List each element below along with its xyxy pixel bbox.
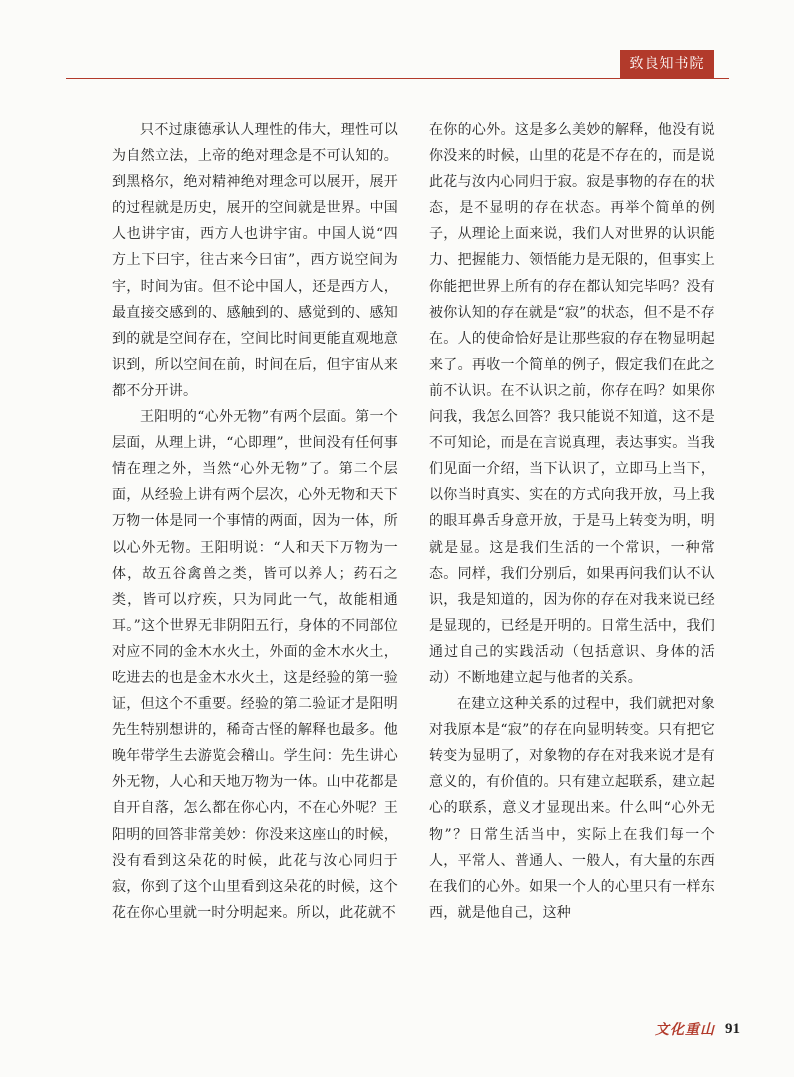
page-footer (655, 1017, 740, 1041)
section-tag: 致良知书院 (620, 50, 714, 78)
left-paragraph-1: 只不过康德承认人理性的伟大，理性可以为自然立法，上帝的绝对理念是不可认知的。到黑格尔，绝对精神绝对理念可以展开，展开的过程就是历史，展开的空间就是世界。中国人也讲宇宙，西方人也讲宇宙。中国人说“四方上下曰宇，往古来今曰宙”，西方说空间为宇，时间为宙。但不论中国人，还是西方人，最直接交感到的、感触到的、感觉到的、感知到的就是空间存在，空间比时间更能直观地意识到，所以空间在前，时间在后，但宇宙从来都不分开讲。 (112, 122, 398, 399)
left-paragraph-2: 王阳明的“心外无物”有两个层面。第一个层面，从理上讲，“心即理”，世间没有任何事情在理之外，当然“心外无物”了。第二个层面，从经验上讲有两个层次，心外无物和天下万物一体是同一个事情的两面，因为一体，所以心外无物。王阳明说：“人和天下万物为一体，故五谷禽兽之类，皆可以养人；药石之类，皆可以疗疾，只为同此一气，故能相通耳。”这个世界无非阴阳五行，身体的不同部位对应不同的金木水火土，外面的金木水火土，吃进去的也是金木水火土，这是经验的第一验证，但这个不重要。经验的第二验证才是阳明先生特别想讲的，稀奇古怪的解释也最多。他晚年带学生去游览会稽山。学生问：先生讲心外无物，人心和天地万物为一体。山中花都是自开自落，怎么都在你心内，不在心外呢？王阳明的回答非常美妙：你没来这座山的时候，没有看到这朵花的时候，此花与汝心同归于寂，你到了这个山里看到这朵花的时候，这个花在你心里就一时分明起来。所以，此花就不 (112, 409, 398, 921)
right-paragraph-2: 在建立这种关系的过程中，我们就把对象对我原本是“寂”的存在向显明转变。只有把它转变为显明了，对象物的存在对我来说才是有意义的，有价值的。只有建立起联系，建立起心的联系，意义才显现出来。什么叫“心外无物”？日常生活当中，实际上在我们每一个人，平常人、普通人、一般人，有大量的东西在我们的心外。如果一个人的心里只有一样东西，就是他自己，这种 (429, 696, 715, 921)
magazine-logo: 文化重山 (655, 1022, 715, 1038)
left-column (112, 117, 398, 926)
right-column (429, 117, 715, 926)
right-paragraph-1: 在你的心外。这是多么美妙的解释，他没有说你没来的时候，山里的花是不存在的，而是说此花与汝内心同归于寂。寂是事物的存在的状态，是不显明的存在状态。再举个简单的例子，从理论上面来说，我们人对世界的认识能力、把握能力、领悟能力是无限的，但事实上你能把世界上所有的存在都认知完毕吗？没有被你认知的存在就是“寂”的状态，但不是不存在。人的使命恰好是让那些寂的存在物显明起来了。再收一个简单的例子，假定我们在此之前不认识。在不认识之前，你存在吗？如果你问我，我怎么回答？我只能说不知道，这不是不可知论，而是在言说真理，表达事实。当我们见面一介绍，当下认识了，立即马上当下，以你当时真实、实在的方式向我开放，马上我的眼耳鼻舌身意开放，于是马上转变为明，明就是显。这是我们生活的一个常识，一种常态。同样，我们分别后，如果再问我们认不认识，我是知道的，因为你的存在对我来说已经是显现的，已经是开明的。日常生活中，我们通过自己的实践活动（包括意识、身体的活动）不断地建立起与他者的关系。 (429, 122, 715, 686)
header-rule (66, 78, 729, 79)
page-number: 91 (725, 1020, 740, 1037)
